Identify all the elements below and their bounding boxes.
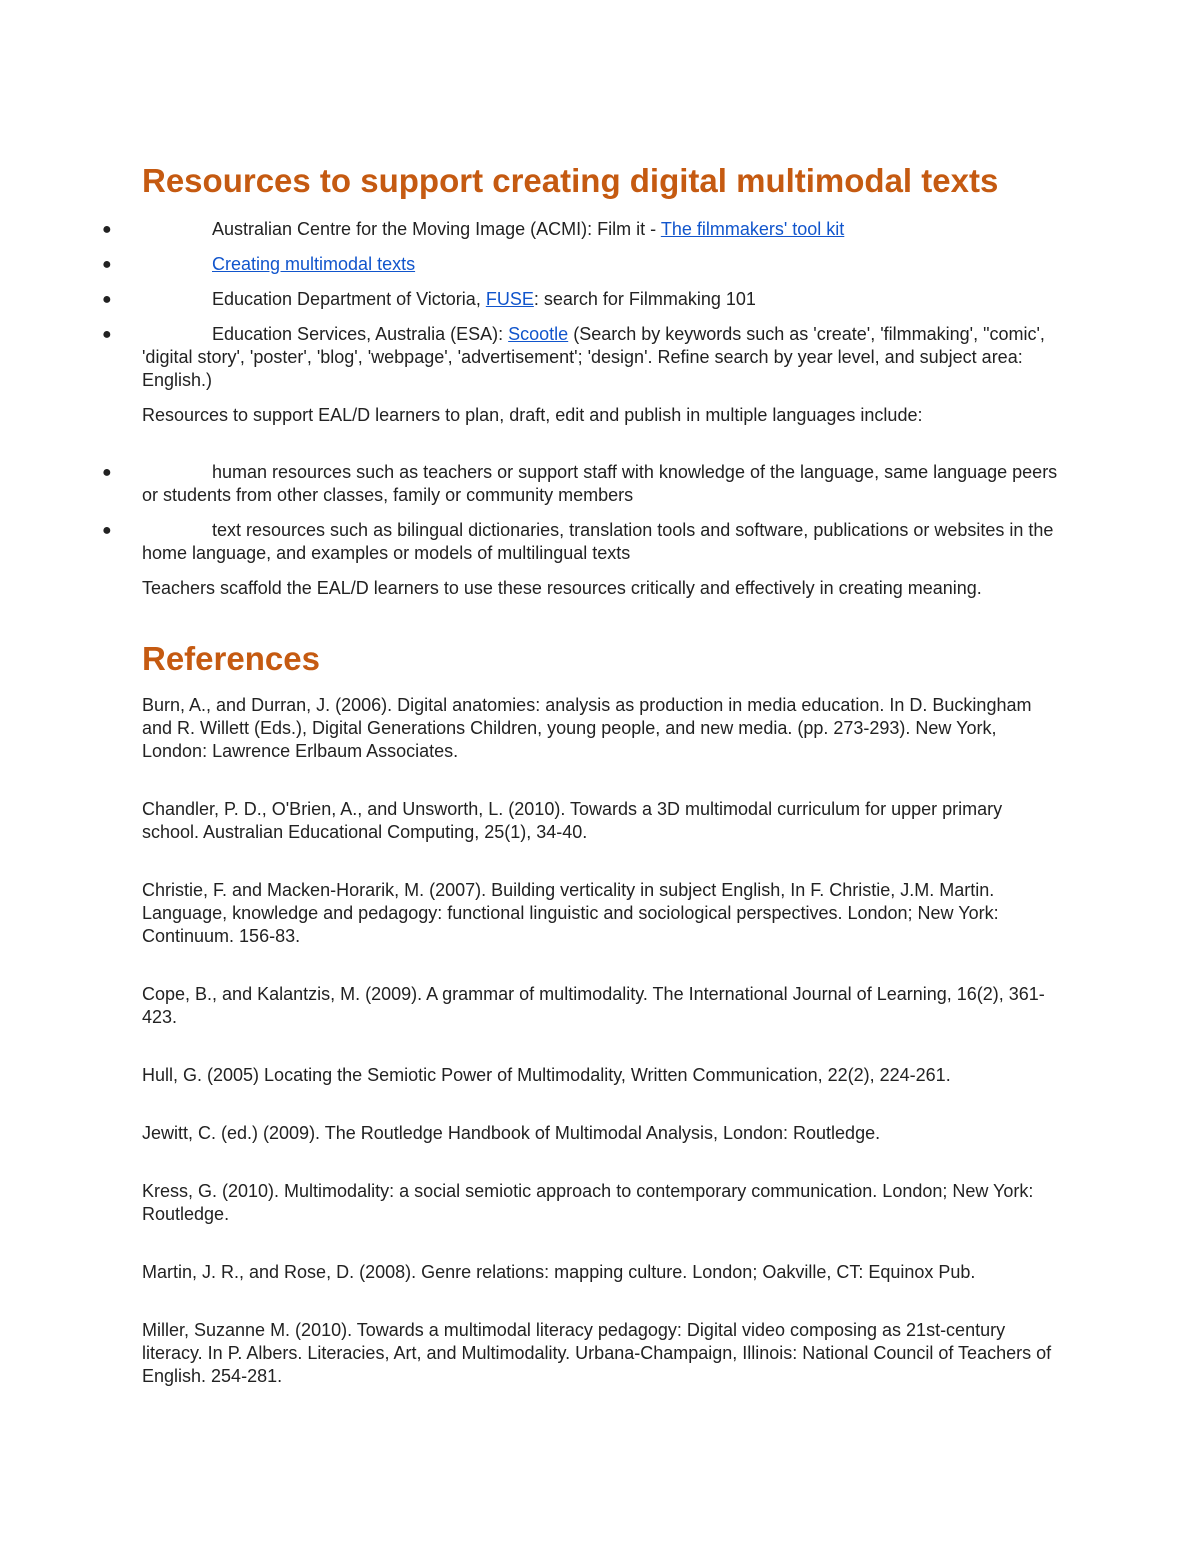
reference-item: Chandler, P. D., O'Brien, A., and Unsworth, L. (2010). Towards a 3D multimodal curriculum for upper primary school. Australian Educational Computing, 25(1), 34-40.: [142, 799, 1003, 842]
heading-references: References: [142, 640, 320, 677]
reference-item: Burn, A., and Durran, J. (2006). Digital anatomies: analysis as production in media education. In D. Buckingham and R. Willett (Eds.), Digital Generations Children, young people, and new media. (pp. 273-293). New York, London: Lawrence Erlbaum Associates.: [142, 695, 1032, 761]
eald-intro: Resources to support EAL/D learners to plan, draft, edit and publish in multiple languages include:: [142, 405, 923, 425]
scootle-suffix: (Search by keywords such as 'create', 'filmmaking', "comic', 'digital story', 'poster', 'blog', 'webpage', 'advertisement'; 'design'. Refine search by year level, and subject area: English.): [142, 324, 1045, 390]
bullet-icon: ●: [102, 291, 112, 308]
fuse-prefix: Education Department of Victoria,: [212, 289, 481, 309]
bullet-icon: ●: [102, 256, 112, 273]
filmmakers-toolkit-link[interactable]: The filmmakers' tool kit: [660, 219, 845, 239]
creating-multimodal-texts-link[interactable]: Creating multimodal texts: [212, 254, 416, 274]
bullet-icon: ●: [102, 464, 112, 481]
list-item-human-resources: [102, 461, 1062, 507]
list-item-fuse: [102, 288, 1062, 311]
list-item-acmi: [102, 218, 1062, 241]
list-item-scootle: [102, 323, 1062, 392]
scootle-link[interactable]: Scootle: [508, 324, 569, 344]
reference-item: Kress, G. (2010). Multimodality: a social semiotic approach to contemporary communication. London; New York: Routledge.: [142, 1181, 1034, 1224]
bullet-icon: ●: [102, 522, 112, 539]
reference-item: Hull, G. (2005) Locating the Semiotic Power of Multimodality, Written Communication, 22(2), 224-261.: [142, 1065, 951, 1085]
human-resources-text: human resources such as teachers or support staff with knowledge of the language, same language peers or students from other classes, family or community members: [142, 462, 1058, 505]
scootle-prefix: Education Services, Australia (ESA):: [212, 324, 504, 344]
reference-item: Cope, B., and Kalantzis, M. (2009). A grammar of multimodality. The International Journal of Learning, 16(2), 361-423.: [142, 984, 1045, 1027]
reference-item: Christie, F. and Macken-Horarik, M. (2007). Building verticality in subject English, In F. Christie, J.M. Martin. Language, knowledge and pedagogy: functional linguistic and sociological perspectives. London; New York: Continuum. 156-83.: [142, 880, 999, 946]
reference-item: Jewitt, C. (ed.) (2009). The Routledge Handbook of Multimodal Analysis, London: Routledge.: [142, 1123, 881, 1143]
list-item-text-resources: [102, 519, 1062, 565]
text-resources-text: text resources such as bilingual dictionaries, translation tools and software, publications or websites in the home language, and examples or models of multilingual texts: [142, 520, 1054, 563]
reference-item: Miller, Suzanne M. (2010). Towards a multimodal literacy pedagogy: Digital video composing as 21st-century literacy. In P. Albers. Literacies, Art, and Multimodality. Urbana-Champaign, Illinois: National Council of Teachers of English. 254-281.: [142, 1320, 1052, 1386]
reference-item: Martin, J. R., and Rose, D. (2008). Genre relations: mapping culture. London; Oakville, CT: Equinox Pub.: [142, 1262, 976, 1282]
document-page: [102, 160, 1062, 1423]
bullet-icon: ●: [102, 326, 112, 343]
scaffold-text: Teachers scaffold the EAL/D learners to use these resources critically and effectively in creating meaning.: [142, 578, 982, 598]
bullet-icon: ●: [102, 221, 112, 238]
acmi-text: Australian Centre for the Moving Image (ACMI): Film it -: [212, 219, 657, 239]
fuse-suffix: : search for Filmmaking 101: [533, 289, 756, 309]
fuse-link[interactable]: FUSE: [485, 289, 534, 309]
heading-resources: Resources to support creating digital multimodal texts: [142, 162, 999, 199]
list-item-creating-multimodal: [102, 253, 1062, 276]
